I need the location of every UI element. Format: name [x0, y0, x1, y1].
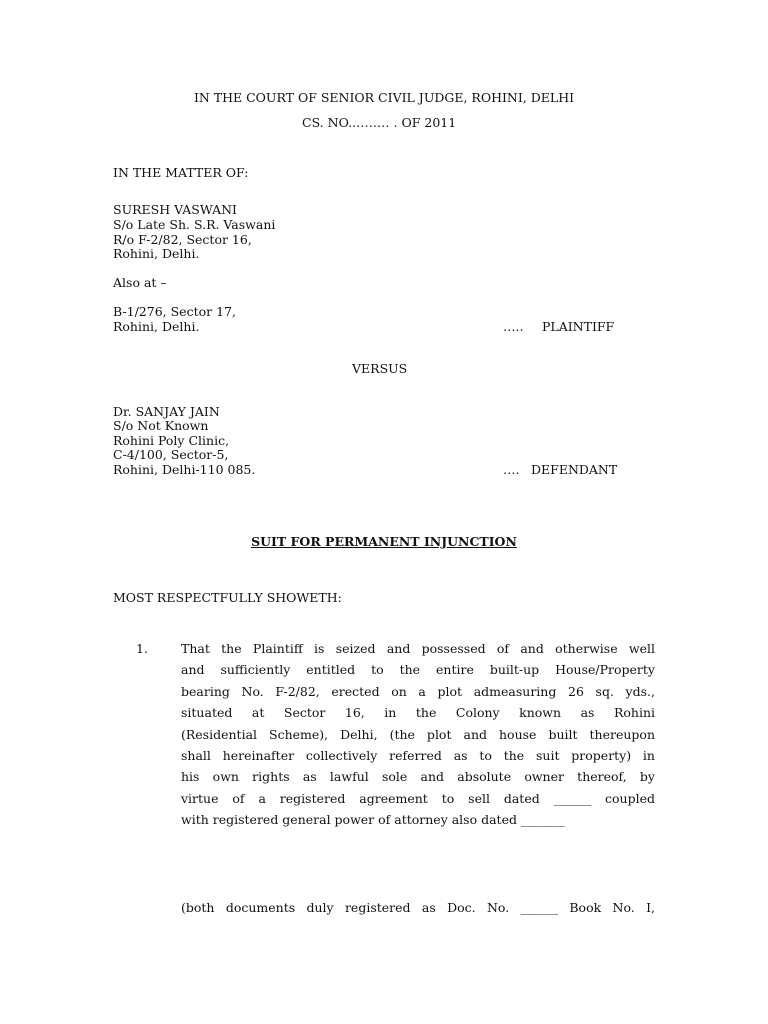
defendant-dots: ….	[503, 462, 520, 477]
defendant-name: Dr. SANJAY JAIN	[113, 404, 220, 419]
paragraph-line: situated at Sector 16, in the Colony known as Rohini	[181, 705, 655, 721]
paragraph-number: 1.	[136, 641, 148, 656]
defendant-address-line2: C-4/100, Sector-5,	[113, 447, 229, 462]
court-heading: IN THE COURT OF SENIOR CIVIL JUDGE, ROHINI, DELHI	[193, 90, 575, 105]
versus-label: VERSUS	[352, 361, 408, 376]
plaintiff-role: PLAINTIFF	[542, 319, 615, 334]
plaintiff-address-line2: Rohini, Delhi.	[113, 246, 200, 261]
paragraph-line: shall hereinafter collectively referred as to the suit property) in	[181, 748, 655, 764]
paragraph-line: and sufficiently entitled to the entire built-up House/Property	[181, 662, 655, 678]
paragraph-line: That the Plaintiff is seized and possessed of and otherwise well	[181, 641, 655, 656]
paragraph-line: with registered general power of attorney also dated _______	[181, 812, 565, 828]
paragraph-line: (Residential Scheme), Delhi, (the plot and house built thereupon	[181, 726, 655, 742]
continuation-line: (both documents duly registered as Doc. No. ______ Book No. I,	[181, 900, 655, 915]
paragraph-body	[181, 638, 655, 831]
defendant-relation: S/o Not Known	[113, 418, 209, 433]
plaintiff-relation: S/o Late Sh. S.R. Vaswani	[113, 217, 276, 232]
paragraph-line: his own rights as lawful sole and absolute owner thereof, by	[181, 769, 655, 785]
defendant-address-line1: Rohini Poly Clinic,	[113, 433, 230, 448]
paragraph-line: bearing No. F-2/82, erected on a plot admeasuring 26 sq. yds.,	[181, 683, 655, 699]
plaintiff-also-at: Also at –	[113, 275, 167, 290]
plaintiff-name: SURESH VASWANI	[113, 202, 237, 217]
suit-title: SUIT FOR PERMANENT INJUNCTION	[251, 534, 517, 549]
paragraph-line: virtue of a registered agreement to sell dated ______ coupled	[181, 790, 655, 806]
defendant-address-line3: Rohini, Delhi-110 085.	[113, 462, 256, 477]
continuation-paragraph	[181, 897, 655, 918]
salutation: MOST RESPECTFULLY SHOWETH:	[113, 590, 342, 605]
plaintiff-address-line1: R/o F-2/82, Sector 16,	[113, 232, 252, 247]
defendant-role: DEFENDANT	[531, 462, 618, 477]
matter-label: IN THE MATTER OF:	[113, 165, 249, 180]
plaintiff-dots: …..	[503, 319, 524, 334]
plaintiff-alt-address-line1: B-1/276, Sector 17,	[113, 304, 236, 319]
case-number: CS. NO.……… . OF 2011	[302, 115, 457, 130]
plaintiff-alt-address-line2: Rohini, Delhi.	[113, 319, 200, 334]
